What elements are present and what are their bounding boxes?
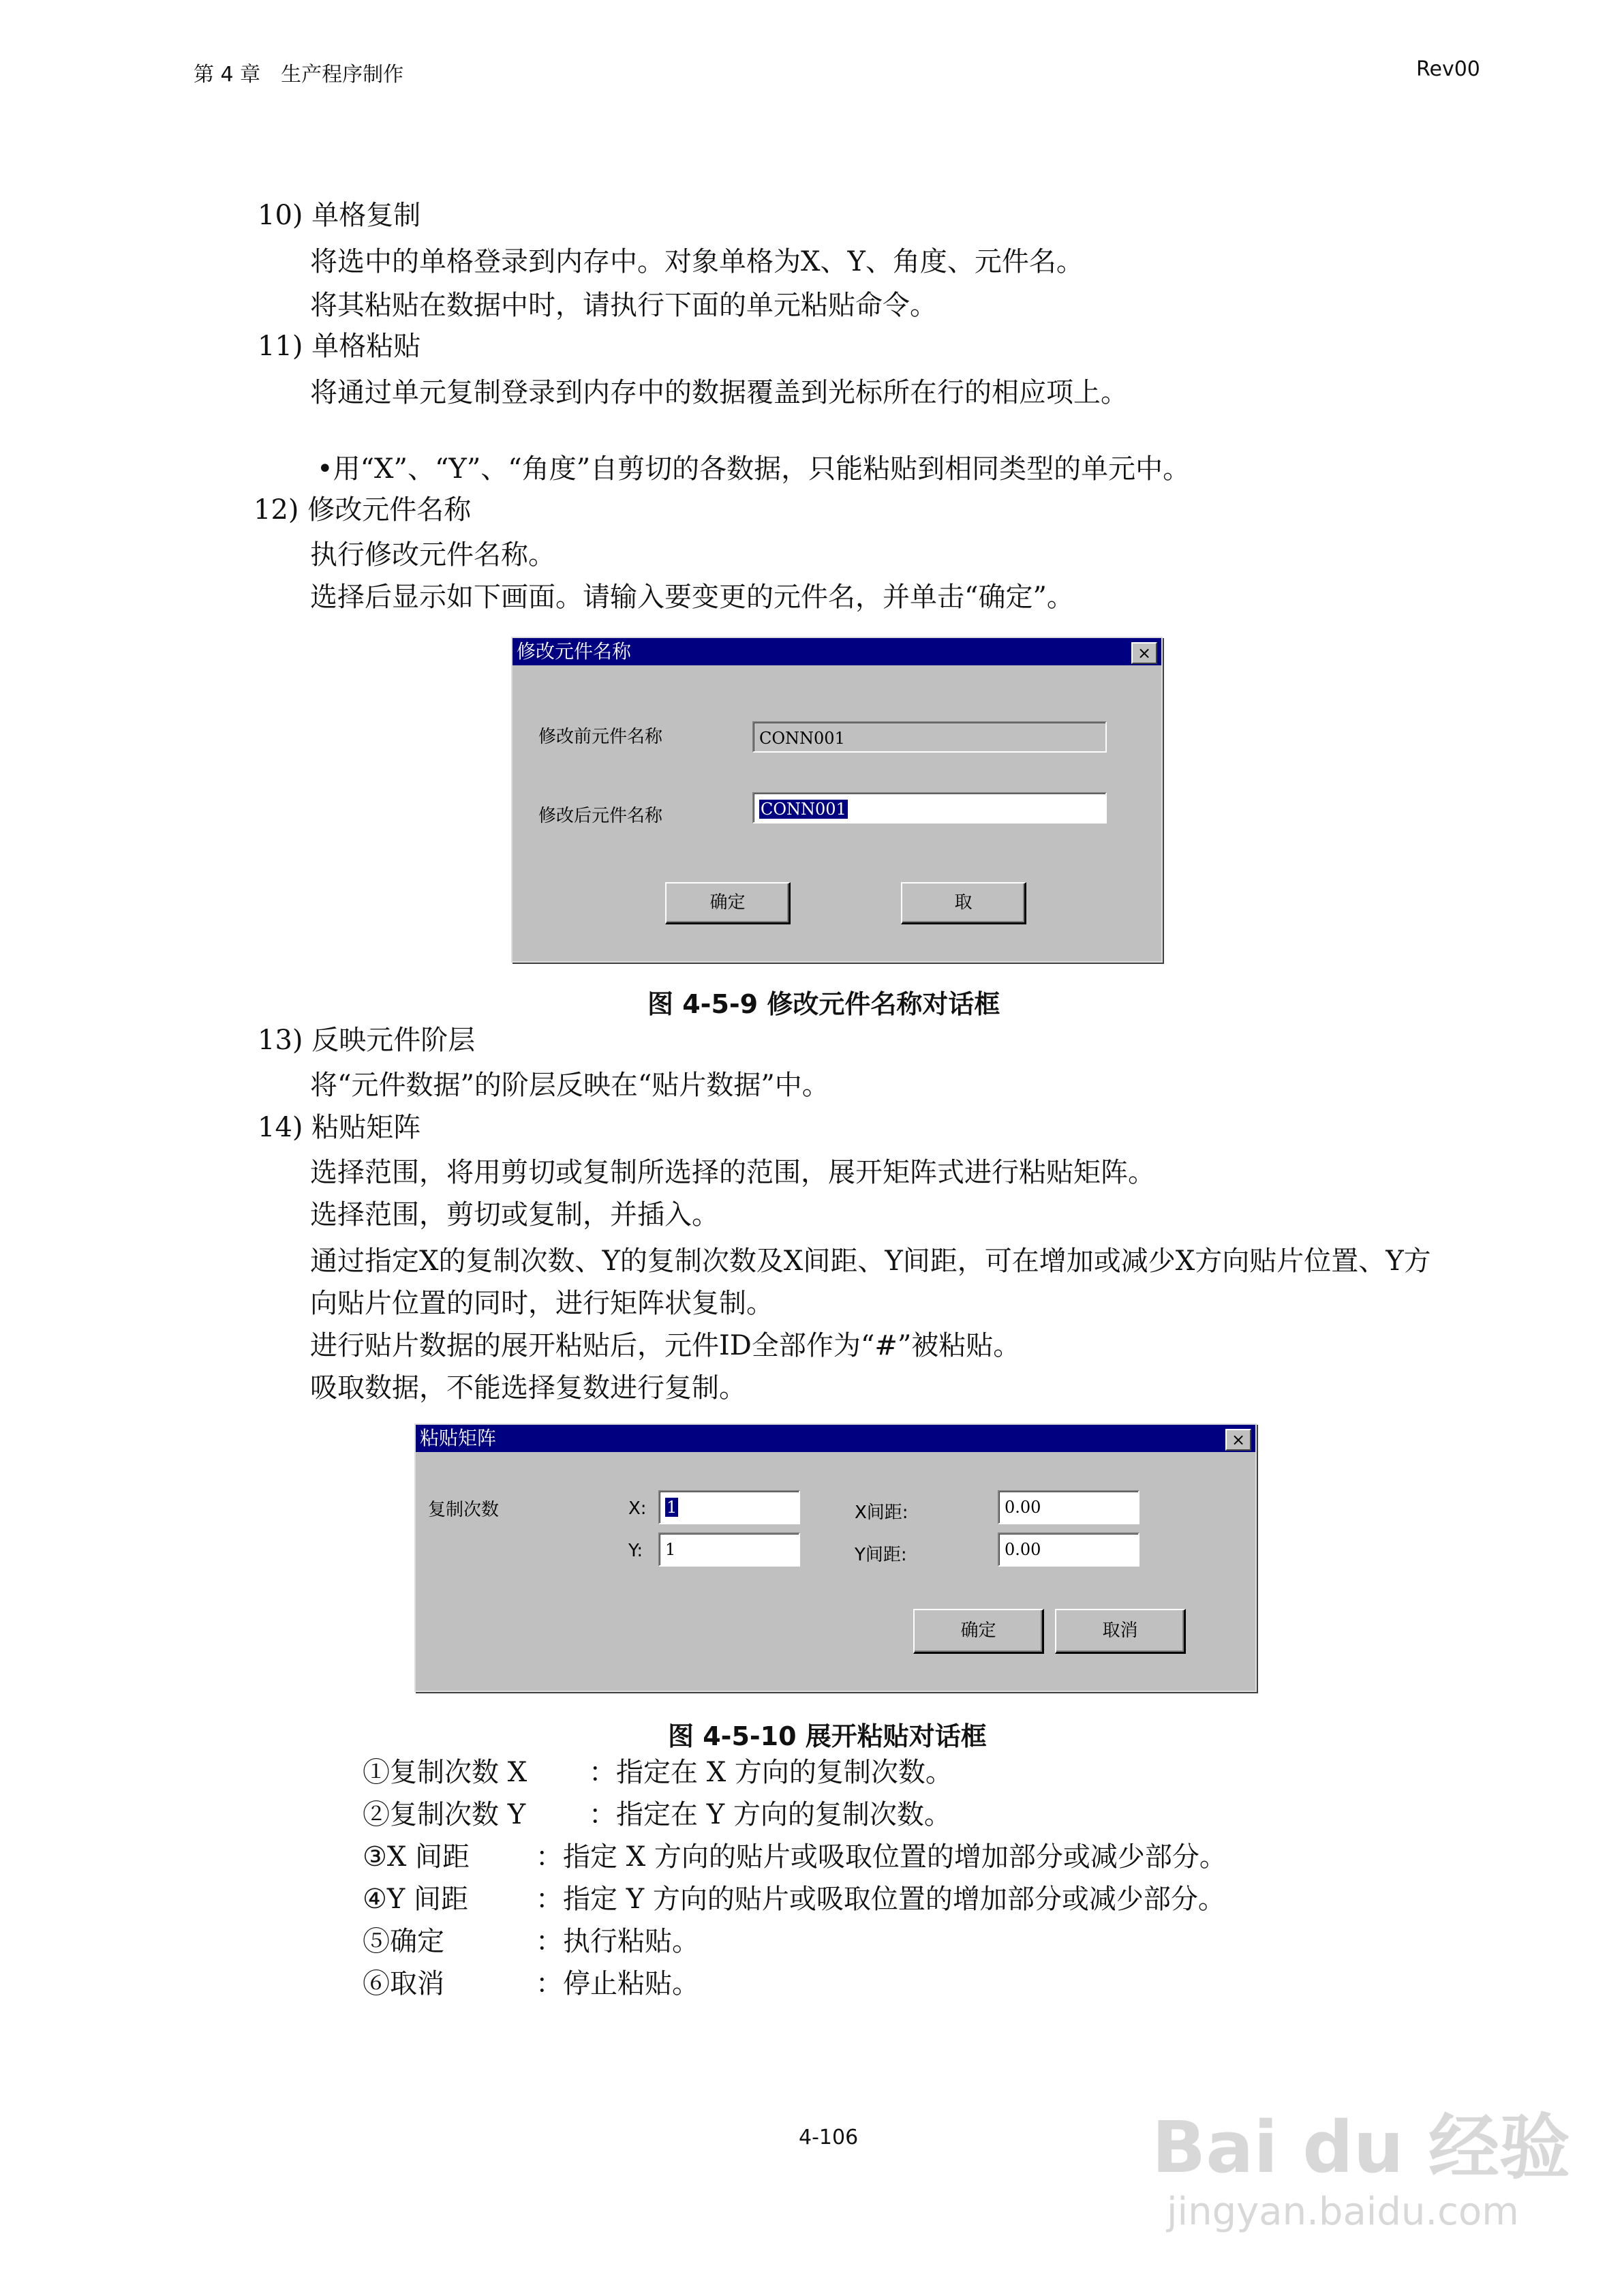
section-14-text-3a: 通过指定X的复制次数、Y的复制次数及X间距、Y间距，可在增加或减少X方向贴片位置、Y方	[310, 1245, 1431, 1277]
y-count-label: Y:	[628, 1541, 643, 1561]
chapter-header: 第 4 章 生产程序制作	[194, 63, 404, 87]
section-14-text-3b: 向贴片位置的同时，进行矩阵状复制。	[310, 1288, 774, 1319]
dialog-title: 修改元件名称	[517, 640, 632, 663]
revision-label: Rev00	[1416, 57, 1480, 81]
section-14-text-2: 选择范围，剪切或复制，并插入。	[310, 1199, 719, 1230]
x-count-input[interactable]: 1	[658, 1490, 800, 1524]
y-count-input[interactable]: 1	[658, 1532, 800, 1567]
legend-desc-5: ：执行粘贴。	[536, 1926, 699, 1957]
section-11-text-1: 将通过单元复制登录到内存中的数据覆盖到光标所在行的相应项上。	[310, 377, 1128, 408]
page-number: 4-106	[799, 2126, 859, 2149]
ok-button[interactable]: 确定	[665, 882, 791, 924]
baidu-logo-watermark: Bai du 经验	[1152, 2106, 1570, 2189]
legend-key-2: ②复制次数 Y	[363, 1799, 526, 1830]
section-12-text-2: 选择后显示如下画面。请输入要变更的元件名，并单击“确定”。	[310, 581, 1074, 613]
section-11-title: 11) 单格粘贴	[258, 331, 421, 362]
paste-matrix-dialog	[414, 1423, 1257, 1692]
section-10-title: 10) 单格复制	[258, 200, 421, 231]
after-name-label: 修改后元件名称	[538, 806, 663, 826]
ok-button[interactable]: 确定	[913, 1609, 1044, 1654]
x-count-label: X:	[628, 1498, 647, 1519]
section-12-text-1: 执行修改元件名称。	[310, 539, 555, 571]
section-14-text-1: 选择范围，将用剪切或复制所选择的范围，展开矩阵式进行粘贴矩阵。	[310, 1157, 1155, 1188]
x-pitch-input[interactable]: 0.00	[998, 1490, 1139, 1524]
rename-part-dialog	[511, 637, 1163, 963]
legend-desc-1: ：指定在 X 方向的复制次数。	[589, 1757, 953, 1788]
section-12-title: 12) 修改元件名称	[254, 494, 472, 526]
section-14-text-5: 吸取数据，不能选择复数进行复制。	[310, 1372, 746, 1404]
close-icon[interactable]: ×	[1225, 1429, 1251, 1451]
legend-desc-3: ：指定 X 方向的贴片或吸取位置的增加部分或减少部分。	[536, 1841, 1227, 1873]
legend-key-1: ①复制次数 X	[363, 1757, 527, 1788]
dialog-title-bar	[416, 1425, 1255, 1452]
legend-desc-6: ：停止粘贴。	[536, 1968, 699, 1999]
section-10-text-2: 将其粘贴在数据中时，请执行下面的单元粘贴命令。	[310, 290, 937, 321]
figure-caption-2: 图 4-5-10 展开粘贴对话框	[668, 1721, 987, 1751]
section-11-note: •用“X”、“Y”、“角度”自剪切的各数据，只能粘贴到相同类型的单元中。	[317, 453, 1191, 485]
x-pitch-label: X间距:	[855, 1502, 908, 1523]
legend-desc-2: ：指定在 Y 方向的复制次数。	[589, 1799, 951, 1830]
y-pitch-input[interactable]: 0.00	[998, 1532, 1139, 1567]
section-14-title: 14) 粘贴矩阵	[258, 1112, 421, 1143]
section-10-text-1: 将选中的单格登录到内存中。对象单格为X、Y、角度、元件名。	[310, 246, 1084, 277]
section-13-text-1: 将“元件数据”的阶层反映在“贴片数据”中。	[310, 1070, 829, 1101]
copy-count-label: 复制次数	[428, 1500, 500, 1520]
before-name-label: 修改前元件名称	[538, 727, 663, 747]
legend-key-3: ③X 间距	[363, 1841, 470, 1873]
cancel-button[interactable]: 取消	[1055, 1609, 1186, 1654]
figure-caption-1: 图 4-5-9 修改元件名称对话框	[647, 989, 1000, 1019]
section-14-text-4: 进行贴片数据的展开粘贴后，元件ID全部作为“#”被粘贴。	[310, 1330, 1021, 1361]
legend-key-5: ⑤确定	[363, 1926, 444, 1957]
baidu-url-watermark: jingyan.baidu.com	[1167, 2190, 1519, 2234]
legend-desc-4: ：指定 Y 方向的贴片或吸取位置的增加部分或减少部分。	[536, 1884, 1225, 1915]
cancel-button[interactable]: 取	[901, 882, 1026, 924]
dialog-title-bar	[512, 638, 1161, 665]
close-icon[interactable]: ×	[1131, 642, 1157, 664]
section-13-title: 13) 反映元件阶层	[258, 1025, 476, 1056]
after-name-input[interactable]: CONN001	[752, 792, 1107, 824]
y-pitch-label: Y间距:	[855, 1545, 907, 1565]
dialog-title: 粘贴矩阵	[420, 1427, 497, 1449]
before-name-field: CONN001	[752, 721, 1107, 753]
legend-key-6: ⑥取消	[363, 1968, 444, 1999]
legend-key-4: ④Y 间距	[363, 1884, 468, 1915]
